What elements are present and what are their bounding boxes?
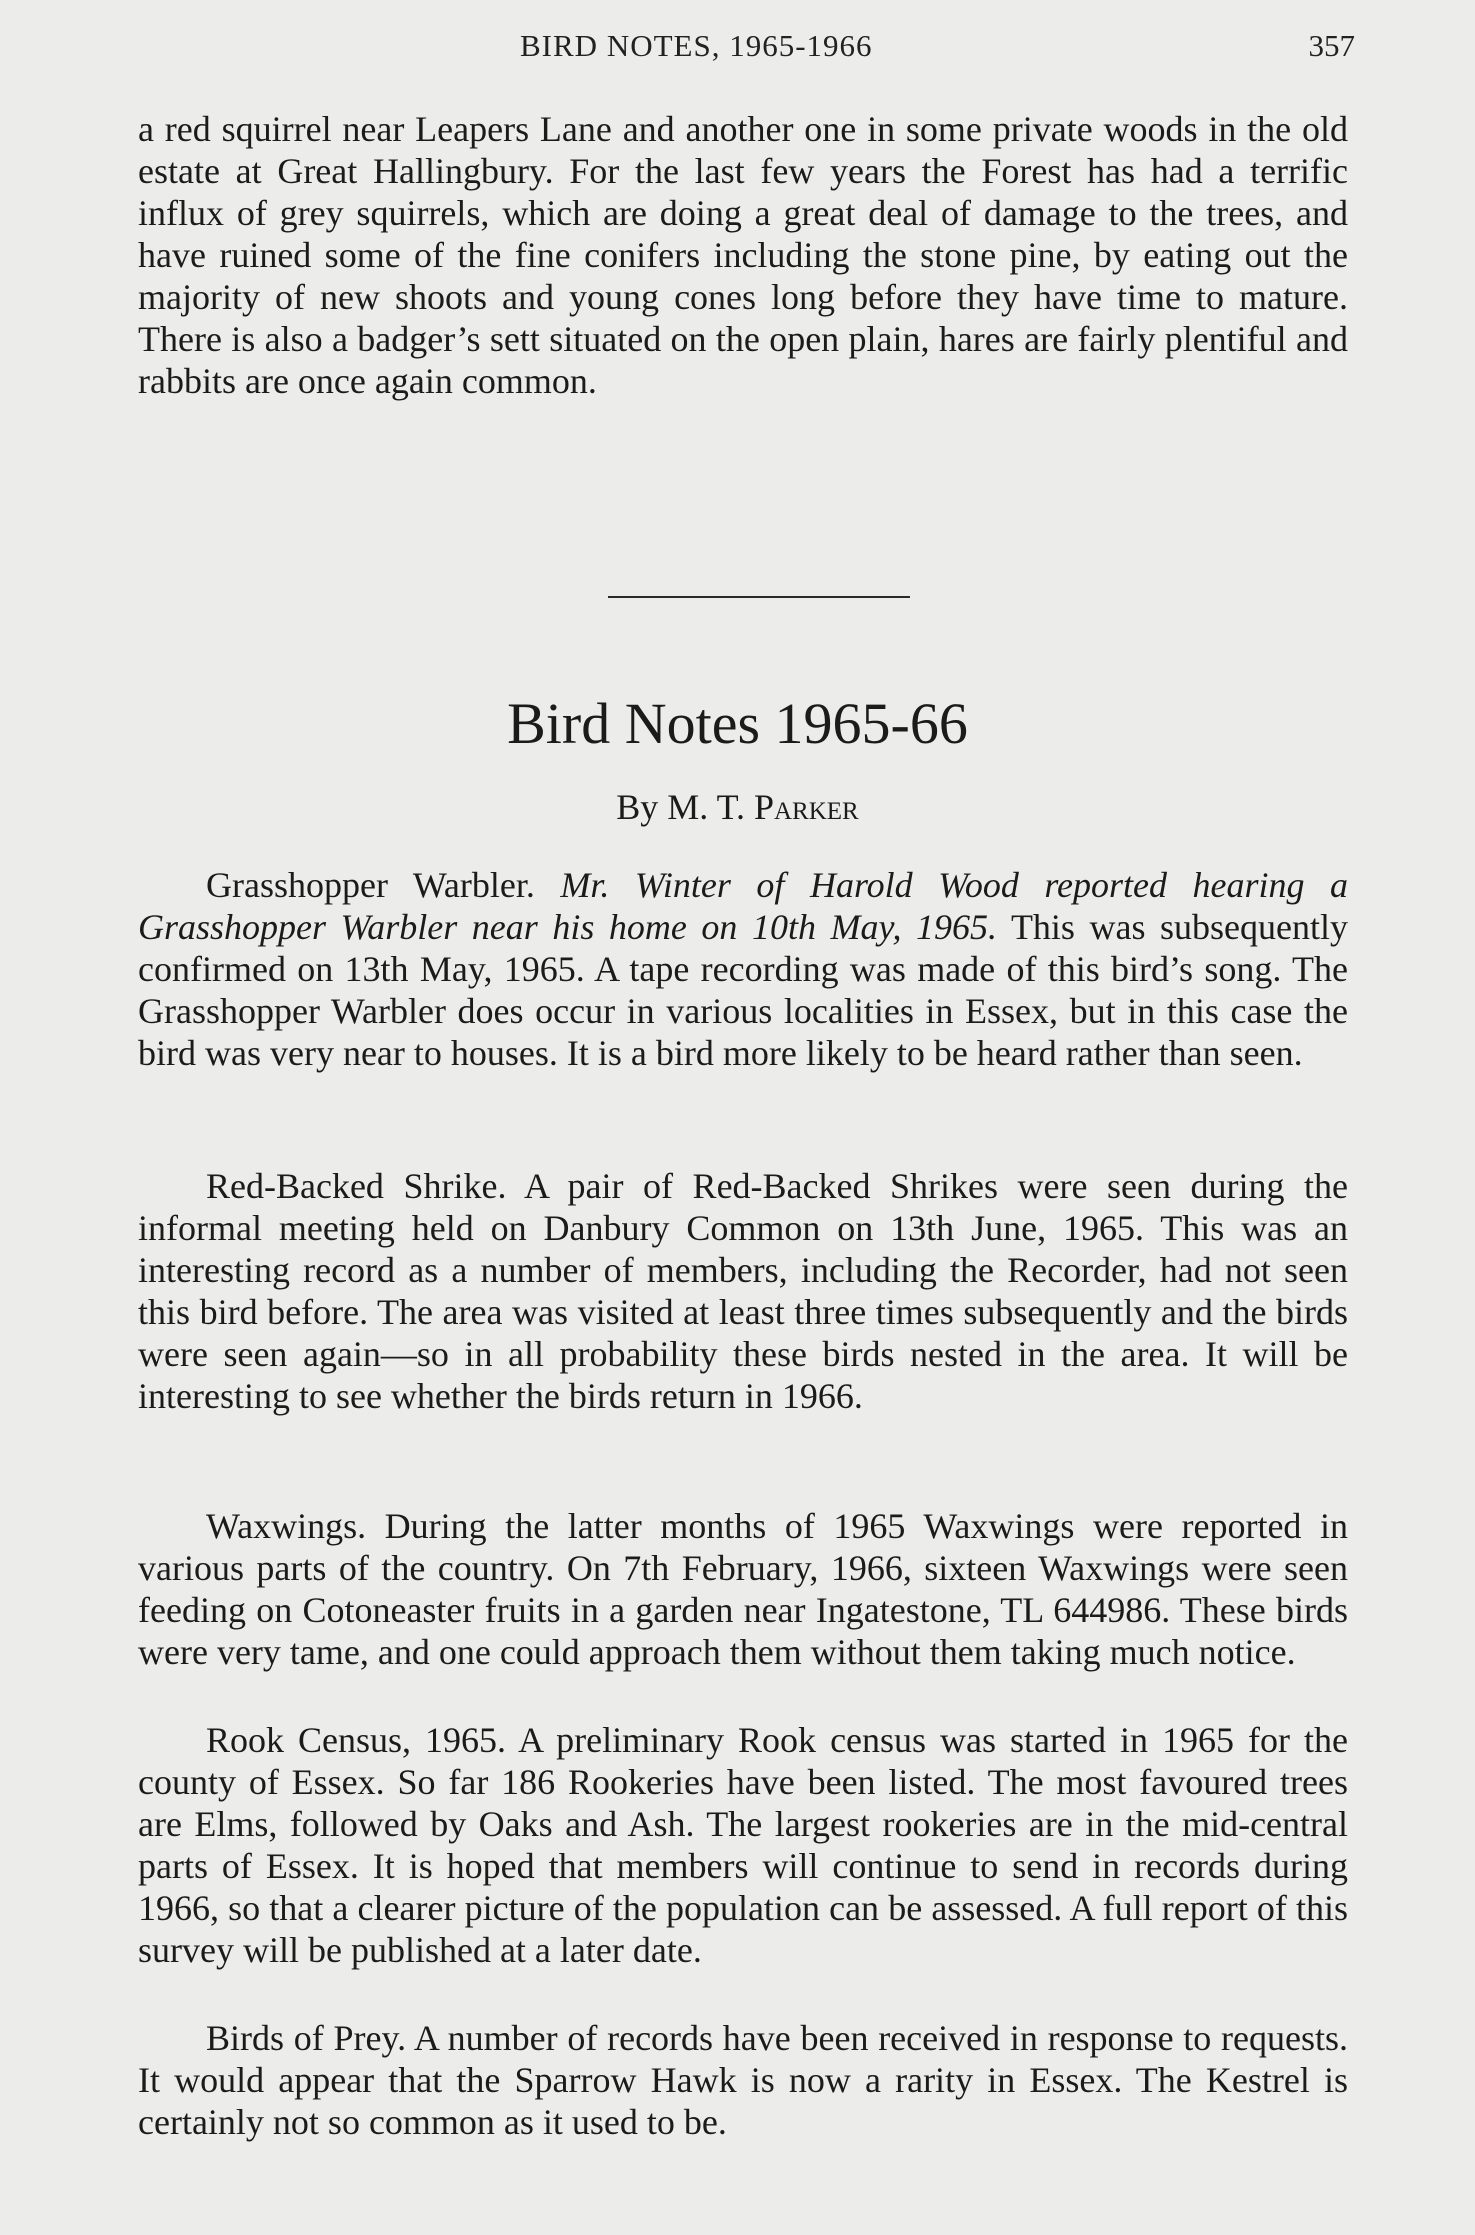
note-italic-text: Mr. Winter of Harold Wood reported hearing a Grasshopper Warbler near his home on 10th May, 1965. [138, 865, 1348, 947]
byline-author: Parker [753, 787, 859, 827]
byline-prefix: By M. T. [616, 787, 745, 827]
note-body: During the latter months of 1965 Waxwings were reported in various parts of the country. On 7th February, 1966, sixteen Waxwings were seen feeding on Cotoneaster fruits in a garden near Ingatestone, TL 644986. These birds were very tame, and one could approach them without them taking much notice. [138, 1506, 1348, 1672]
note-body: A number of records have been received in response to requests. It would appear that the Sparrow Hawk is now a rarity in Essex. The Kestrel is certainly not so common as it used to be. [138, 2018, 1349, 2142]
note-waxwings [138, 1505, 1348, 1673]
note-rook-census [138, 1719, 1348, 1971]
note-body: This was subsequently confirmed on 13th May, 1965. A tape recording was made of this bird’s song. The Grasshopper Warbler does occur in various localities in Essex, but in this case the bird was very near to houses. It is a bird more likely to be heard rather than seen. [138, 907, 1348, 1073]
page-number: 357 [1308, 28, 1355, 63]
note-red-backed-shrike [138, 1165, 1348, 1417]
running-title: BIRD NOTES, 1965-1966 [520, 28, 873, 63]
note-body: A preliminary Rook census was started in 1965 for the county of Essex. So far 186 Rookeries have been listed. The most favoured trees are Elms, followed by Oaks and Ash. The largest rookeries are in the mid-central parts of Essex. It is hoped that members will continue to send in records during 1966, so that a clearer picture of the population can be assessed. A full report of this survey will be published at a later date. [138, 1720, 1348, 1970]
note-heading: Rook Census, 1965. [206, 1720, 507, 1760]
note-birds-of-prey [138, 2017, 1348, 2143]
section-divider [608, 596, 910, 598]
note-heading: Waxwings. [206, 1506, 367, 1546]
note-grasshopper-warbler [138, 864, 1348, 1074]
note-heading: Grasshopper Warbler. [206, 865, 535, 905]
byline [0, 786, 1475, 828]
note-body: A pair of Red-Backed Shrikes were seen during the informal meeting held on Danbury Common on 13th June, 1965. This was an interesting record as a number of members, including the Recorder, had not seen this bird before. The area was visited at least three times subsequently and the birds were seen again—so in all probability these birds nested in the area. It will be interesting to see whether the birds return in 1966. [138, 1166, 1349, 1416]
note-heading: Birds of Prey. [206, 2018, 407, 2058]
running-header [0, 24, 1475, 84]
article-title: Bird Notes 1965-66 [507, 691, 968, 756]
note-heading: Red-Backed Shrike. [206, 1166, 507, 1206]
intro-paragraph: a red squirrel near Leapers Lane and another one in some private woods in the old estate at Great Hallingbury. For the last few years the Forest has had a terrific influx of grey squirrels, which are doing a great deal of damage to the trees, and have ruined some of the fine conifers including the stone pine, by eating out the majority of new shoots and young cones long before they have time to mature. There is also a badger’s sett situated on the open plain, hares are fairly plentiful and rabbits are once again common. [138, 109, 1348, 401]
